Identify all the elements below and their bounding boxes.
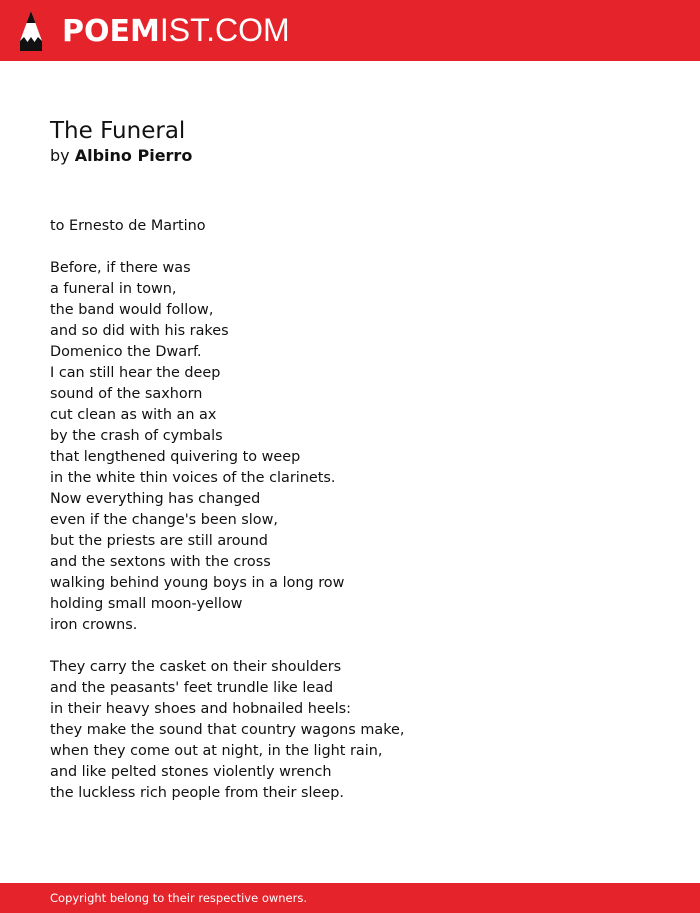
poem-line: Now everything has changed xyxy=(50,491,261,507)
poem-line: They carry the casket on their shoulders xyxy=(50,659,342,675)
poem-line: cut clean as with an ax xyxy=(50,407,217,423)
byline xyxy=(50,145,650,167)
poem-body xyxy=(50,216,650,804)
poem-line: I can still hear the deep xyxy=(50,365,221,381)
poem-line: in their heavy shoes and hobnailed heels: xyxy=(50,701,351,717)
by-label: by xyxy=(50,146,70,165)
poem-line: and like pelted stones violently wrench xyxy=(50,764,332,780)
poem-line: holding small moon-yellow xyxy=(50,596,243,612)
poem-line: and the sextons with the cross xyxy=(50,554,271,570)
poem-content xyxy=(50,116,650,804)
stanza-break xyxy=(50,237,650,258)
pencil-tip-icon[interactable] xyxy=(19,11,43,51)
poem-line: Domenico the Dwarf. xyxy=(50,344,202,360)
poem-line: sound of the saxhorn xyxy=(50,386,203,402)
site-logo[interactable] xyxy=(62,13,290,49)
poem-line: when they come out at night, in the light rain, xyxy=(50,743,383,759)
poem-line: a funeral in town, xyxy=(50,281,177,297)
poem-line: the luckless rich people from their sleep. xyxy=(50,785,344,801)
poem-dedication: to Ernesto de Martino xyxy=(50,218,206,234)
site-footer xyxy=(0,883,700,913)
poem-line: but the priests are still around xyxy=(50,533,268,549)
stanza-break xyxy=(50,636,650,657)
logo-bold-text: POEM xyxy=(62,14,160,49)
poem-line: by the crash of cymbals xyxy=(50,428,223,444)
poem-line: Before, if there was xyxy=(50,260,191,276)
poem-line: and so did with his rakes xyxy=(50,323,229,339)
site-header xyxy=(0,0,700,61)
poem-title: The Funeral xyxy=(50,118,186,144)
copyright-text: Copyright belong to their respective owners. xyxy=(50,891,308,905)
poem-line: even if the change's been slow, xyxy=(50,512,278,528)
poem-line: the band would follow, xyxy=(50,302,214,318)
logo-light-text: IST.COM xyxy=(159,12,290,48)
poem-line: iron crowns. xyxy=(50,617,138,633)
author-name: Albino Pierro xyxy=(74,146,193,165)
poem-line: and the peasants' feet trundle like lead xyxy=(50,680,334,696)
poem-line: that lengthened quivering to weep xyxy=(50,449,301,465)
poem-line: in the white thin voices of the clarinets. xyxy=(50,470,336,486)
poem-line: they make the sound that country wagons make, xyxy=(50,722,405,738)
poem-line: walking behind young boys in a long row xyxy=(50,575,345,591)
